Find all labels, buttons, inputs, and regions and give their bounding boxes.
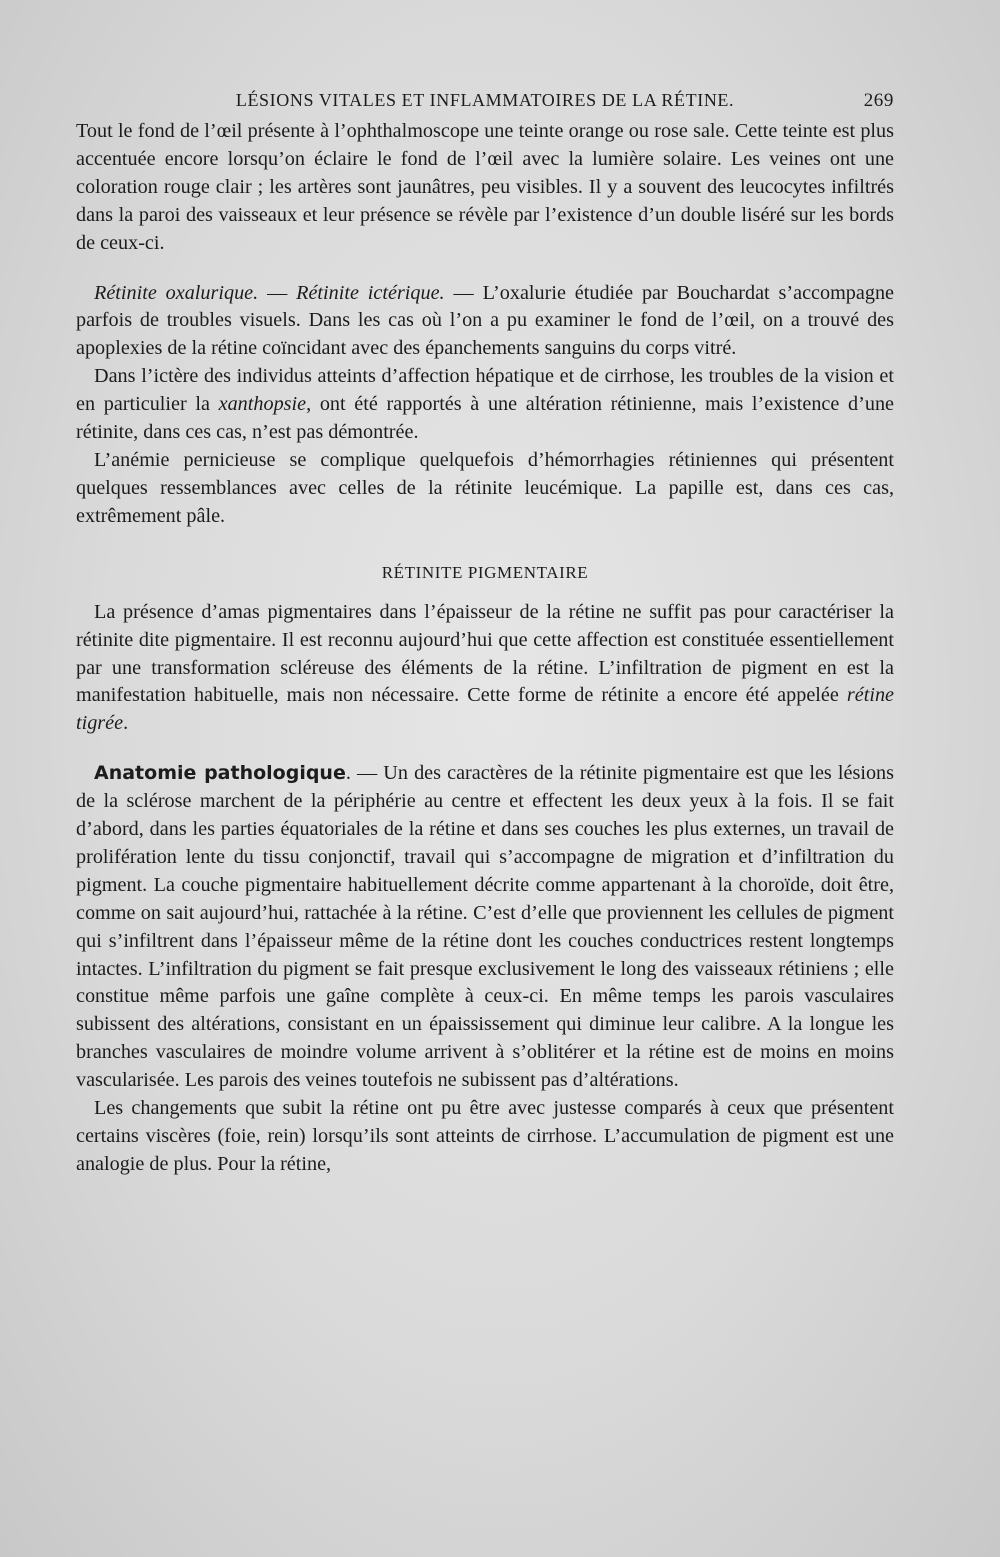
paragraph-pigmentary-definition (76, 599, 894, 739)
section-heading-bold: Anatomie pathologique (94, 762, 346, 785)
paragraph-text: , ont été rapportés à une altération rétinienne, mais l’existence d’une rétinite, dans ces cas, n’est pas démontrée. (76, 393, 894, 444)
running-title: LÉSIONS VITALES ET INFLAMMATOIRES DE LA RÉTINE. (235, 90, 735, 110)
dash: — (258, 281, 297, 304)
paragraph-icterus (76, 363, 894, 447)
paragraph-pernicious-anemia: L’anémie pernicieuse se complique quelquefois d’hémorrhagies rétiniennes qui présentent quelques ressemblances avec celles de la rétinite leucémique. La papille est, dans ces cas, extrêmement pâle. (76, 448, 894, 527)
paragraph-fundus-description: Tout le fond de l’œil présente à l’ophthalmoscope une teinte orange ou rose sale. Cette teinte est plus accentuée encore lorsqu’on éclaire le fond de l’œil avec la lumière solaire. Les veines ont une coloration rouge clair ; les artères sont jaunâtres, peu visibles. Il y a souvent des leucocytes infiltrés dans la paroi des vaisseaux et leur présence se révèle par l’existence d’un double liséré sur les bords de ceux-ci. (76, 120, 894, 254)
paragraph-cirrhosis-comparison: Les changements que subit la rétine ont pu être avec justesse comparés à ceux que présentent certains viscères (foie, rein) lorsqu’ils sont atteints de cirrhose. L’accumulation de pigment est une analogie de plus. Pour la rétine, (76, 1097, 894, 1175)
running-head (76, 86, 894, 118)
paragraph-oxaluric-retinitis (76, 280, 894, 364)
paragraph-pathological-anatomy (76, 760, 894, 1095)
italic-term: Rétinite oxalurique. (94, 281, 259, 304)
paragraph-text: . (123, 712, 129, 735)
page-number: 269 (863, 90, 894, 111)
italic-term: Rétinite ictérique. (296, 281, 445, 304)
italic-term: rétine tigrée (76, 684, 894, 735)
paragraph-text: — L’oxalurie étudiée par Bouchardat s’accompagne parfois de troubles visuels. Dans les cas où l’on a pu examiner le fond de l’œil, on a trouvé des apoplexies de la rétine coïncidant avec des épanchements sanguins du corps vitré. (76, 281, 895, 360)
paragraph-text: . — Un des caractères de la rétinite pigmentaire est que les lésions de la sclérose marchent de la périphérie au centre et effectent les deux yeux à la fois. Il se fait d’abord, dans les parties équatoriales de la rétine et dans ses couches les plus externes, un travail de prolifération lente du tissu conjonctif, travail qui s’accompagne de migration et d’infiltration du pigment. La couche pigmentaire habituellement décrite comme appartenant à la choroïde, doit être, comme on sait aujourd’hui, rattachée à la rétine. C’est d’elle que proviennent les cellules de pigment qui s’infiltrent dans l’épaisseur même de la rétine dont les couches conductrices restent longtemps intactes. L’infiltration du pigment se fait presque exclusivement le long des vaisseaux rétiniens ; elle constitue même parfois une gaîne complète à ceux-ci. En même temps les parois vasculaires subissent des altérations, consistant en un épaississement qui diminue leur calibre. A la longue les branches vasculaires de moindre volume arrivent à s’oblitérer et la rétine est de moins en moins vascularisée. Les parois des veines toutefois ne subissent pas d’altérations. (76, 762, 894, 1092)
italic-term: xanthopsie (218, 393, 307, 416)
book-page (76, 86, 894, 1179)
paragraph-text: La présence d’amas pigmentaires dans l’épaisseur de la rétine ne suffit pas pour caractériser la rétinite dite pigmentaire. Il est reconnu aujourd’hui que cette affection est constituée essentiellement par une transformation scléreuse des éléments de la rétine. L’infiltration de pigment en est la manifestation habituelle, mais non nécessaire. Cette forme de rétinite a encore été appelée (76, 600, 894, 707)
section-title: RÉTINITE PIGMENTAIRE (381, 562, 589, 582)
paragraph-text: Dans l’ictère des individus atteints d’affection hépatique et de cirrhose, les troubles de la vision et en particulier la (76, 365, 894, 416)
